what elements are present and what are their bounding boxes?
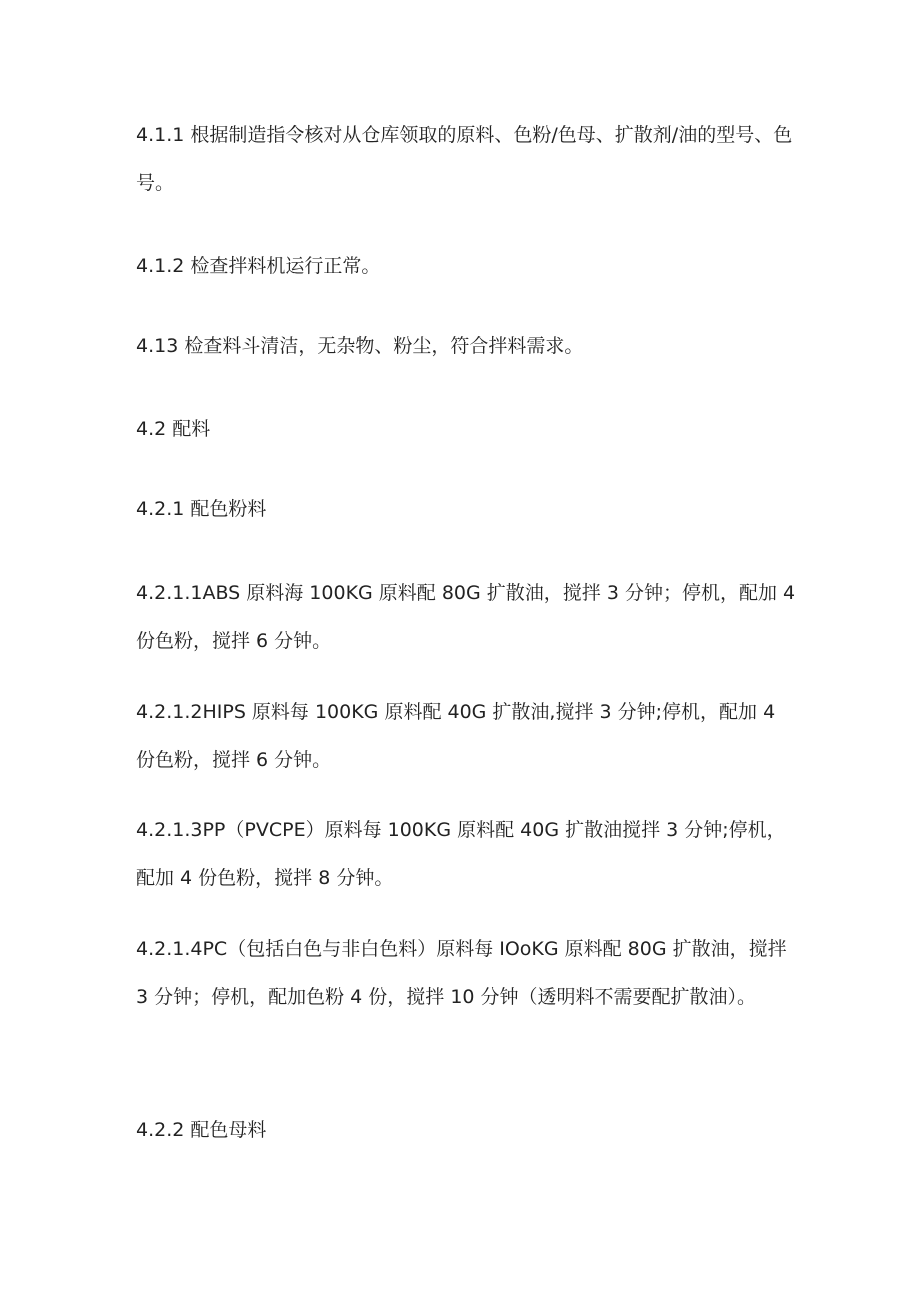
paragraph-4-2-1-3: 4.2.1.3PP（PVCPE）原料每 100KG 原料配 40G 扩散油搅拌 3 分钟;停机，配加 4 份色粉，搅拌 8 分钟。 — [136, 819, 786, 889]
heading-4-2: 4.2 配料 — [136, 418, 211, 440]
paragraph-4-1-1: 4.1.1 根据制造指令核对从仓库领取的原料、色粉/色母、扩散剂/油的型号、色号。 — [136, 124, 793, 194]
paragraph-4-1-3: 4.13 检查料斗清洁，无杂物、粉尘，符合拌料需求。 — [136, 335, 584, 357]
paragraph-4-2-1-4: 4.2.1.4PC（包括白色与非白色料）原料每 IOoKG 原料配 80G 扩散油，搅拌 3 分钟；停机，配加色粉 4 份，搅拌 10 分钟（透明料不需要配扩散油）。 — [136, 938, 787, 1008]
paragraph-4-2-1-2: 4.2.1.2HIPS 原料每 100KG 原料配 40G 扩散油,搅拌 3 分钟;停机，配加 4 份色粉，搅拌 6 分钟。 — [136, 701, 776, 771]
heading-4-2-2: 4.2.2 配色母料 — [136, 1119, 267, 1141]
heading-4-2-1: 4.2.1 配色粉料 — [136, 498, 267, 520]
paragraph-4-2-1-1: 4.2.1.1ABS 原料海 100KG 原料配 80G 扩散油，搅拌 3 分钟；停机，配加 4 份色粉，搅拌 6 分钟。 — [136, 582, 796, 652]
paragraph-4-1-2: 4.1.2 检查拌料机运行正常。 — [136, 255, 381, 277]
